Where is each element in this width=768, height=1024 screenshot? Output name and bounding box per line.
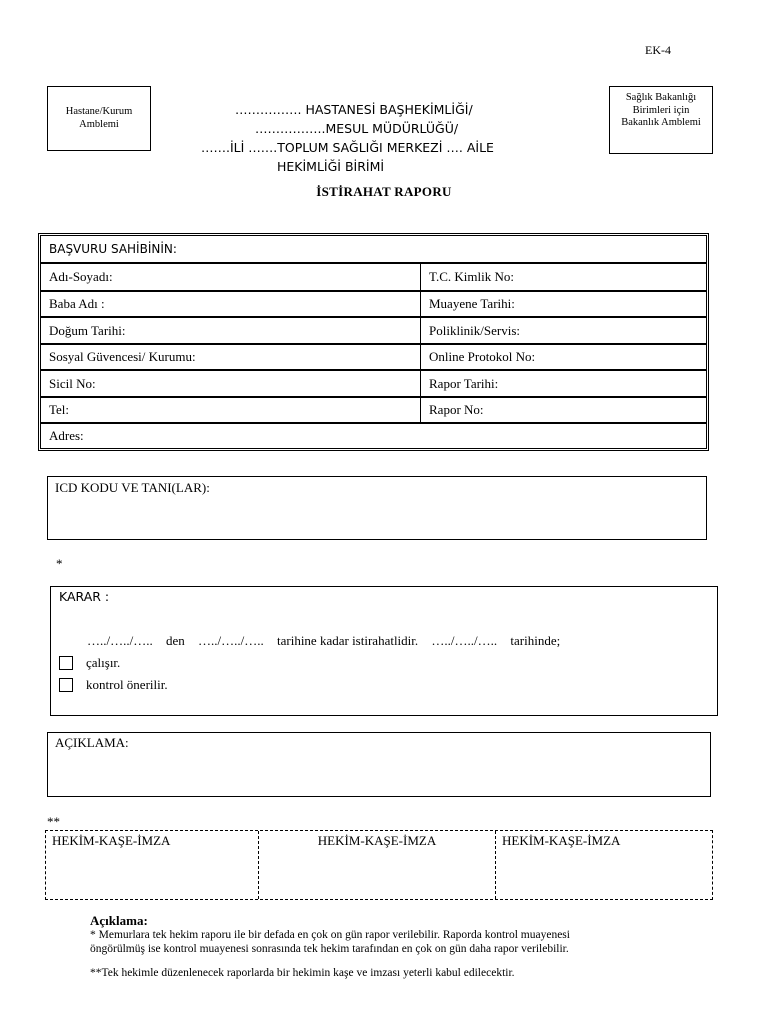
- icd-diagnosis-box[interactable]: [47, 476, 707, 540]
- from-text: den: [165, 633, 185, 648]
- header-line-1: ……………. HASTANESİ BAŞHEKİMLİĞİ/: [235, 102, 473, 117]
- icd-label: ICD KODU VE TANI(LAR):: [55, 480, 210, 495]
- return-date-blank[interactable]: …../…../…..: [431, 633, 498, 648]
- start-date-blank[interactable]: …../…../…..: [87, 633, 153, 648]
- option-control: [59, 677, 168, 693]
- birth-date-field[interactable]: Doğum Tarihi:: [41, 318, 421, 343]
- footnote-marker-double: **: [47, 814, 60, 829]
- report-no-field[interactable]: Rapor No:: [429, 402, 484, 417]
- header-line-2: ……………..MESUL MÜDÜRLÜĞÜ/: [255, 121, 459, 136]
- footnote-line-2: öngörülmüş ise kontrol muayenesi sonrasında tek hekim tarafından en çok on gün daha rapor verilebilir.: [90, 943, 569, 955]
- explanation-box[interactable]: [47, 732, 711, 797]
- table-row: [40, 263, 707, 291]
- table-row: [40, 317, 707, 344]
- table-row: [40, 344, 707, 370]
- table-row: [40, 291, 707, 317]
- applicant-section-label: BAŞVURU SAHİBİNİN:: [49, 242, 177, 256]
- rest-period-line: [87, 633, 570, 649]
- until-text: tarihine kadar istirahatlidir.: [277, 633, 419, 648]
- signature-label: HEKİM-KAŞE-İMZA: [52, 833, 171, 848]
- insurance-field[interactable]: Sosyal Güvencesi/ Kurumu:: [41, 345, 421, 369]
- control-checkbox[interactable]: [59, 678, 73, 692]
- registry-no-field[interactable]: Sicil No:: [41, 371, 421, 396]
- protocol-no-field[interactable]: Online Protokol No:: [429, 349, 536, 364]
- decision-label: KARAR :: [59, 589, 110, 604]
- explanation-label: AÇIKLAMA:: [55, 735, 129, 750]
- institution-header: [195, 100, 494, 176]
- father-name-field[interactable]: Baba Adı :: [41, 292, 421, 316]
- signature-label: HEKİM-KAŞE-İMZA: [502, 833, 621, 848]
- table-row: [40, 423, 707, 449]
- header-line-4: HEKİMLİĞİ BİRİMİ: [277, 159, 385, 174]
- footnote-line-3: **Tek hekimle düzenlenecek raporlarda bir hekimin kaşe ve imzası yeterli kabul edilecektir.: [90, 967, 515, 979]
- name-field[interactable]: Adı-Soyadı:: [41, 264, 421, 290]
- footnotes-title: Açıklama:: [90, 913, 148, 928]
- control-label: kontrol önerilir.: [86, 677, 168, 692]
- signature-label: HEKİM-KAŞE-İMZA: [317, 833, 437, 848]
- footnote-line-1: * Memurlara tek hekim raporu ile bir defada en çok on gün rapor verilebilir. Raporda kontrol muayenesi: [90, 929, 570, 941]
- works-label: çalışır.: [86, 655, 121, 670]
- end-date-blank[interactable]: …../…../…..: [198, 633, 264, 648]
- applicant-header-row: [40, 235, 707, 263]
- option-works: [59, 655, 120, 671]
- exam-date-field[interactable]: Muayene Tarihi:: [429, 296, 515, 311]
- phone-field[interactable]: Tel:: [41, 398, 421, 422]
- decision-box: [50, 586, 718, 716]
- signature-row: [45, 830, 713, 900]
- tc-no-field[interactable]: T.C. Kimlik No:: [429, 269, 514, 284]
- ministry-emblem-label: Sağlık Bakanlığı Birimleri için Bakanlık Amblemi: [621, 92, 701, 129]
- signature-cell-3[interactable]: [495, 831, 712, 899]
- applicant-table: [38, 233, 709, 451]
- table-row: [40, 397, 707, 423]
- hospital-emblem-placeholder: [47, 86, 151, 151]
- header-line-3: …….İLİ …….TOPLUM SAĞLIĞI MERKEZİ …. AİLE: [201, 140, 494, 155]
- table-row: [40, 370, 707, 397]
- works-checkbox[interactable]: [59, 656, 73, 670]
- signature-cell-2[interactable]: [258, 831, 495, 899]
- address-field[interactable]: Adres:: [49, 428, 84, 443]
- form-code: EK-4: [645, 43, 671, 57]
- ministry-emblem-placeholder: [609, 86, 713, 154]
- footnote-marker-single: *: [56, 556, 63, 571]
- signature-cell-1[interactable]: [46, 831, 258, 899]
- report-title: İSTİRAHAT RAPORU: [316, 184, 452, 199]
- report-date-field[interactable]: Rapor Tarihi:: [429, 375, 499, 391]
- footnotes: [90, 914, 570, 980]
- hospital-emblem-label: Hastane/Kurum Amblemi: [65, 105, 133, 130]
- clinic-field[interactable]: Poliklinik/Servis:: [429, 322, 521, 338]
- on-date-text: tarihinde;: [510, 633, 561, 648]
